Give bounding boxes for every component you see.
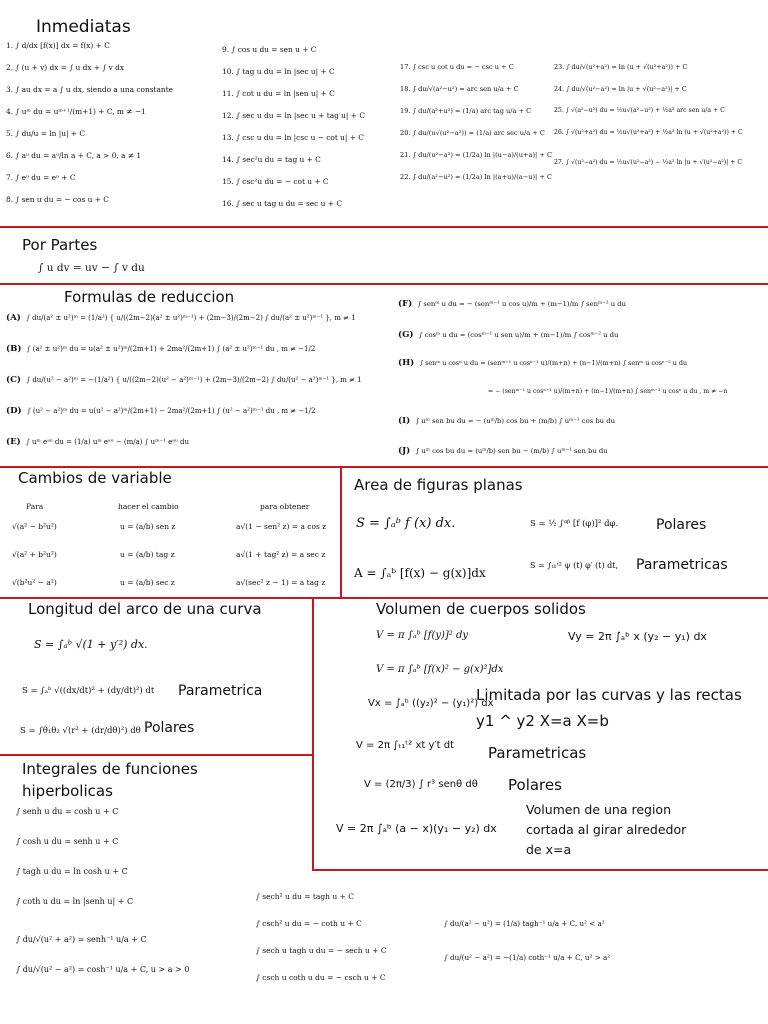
table-cell: √(a² + b²u²) xyxy=(12,550,57,559)
formula-volumen-2: V = π ∫ₐᵇ [f(x)² − g(x)²]dx xyxy=(376,664,504,675)
reduccion-row xyxy=(6,345,362,376)
inmediatas-col1 xyxy=(6,42,173,218)
formula: 9. ∫ cos u du = sen u + C xyxy=(222,45,317,54)
reduccion-row xyxy=(398,300,727,331)
divider-cambios-vertical xyxy=(340,466,342,598)
table-cell: u = (a/b) sec z xyxy=(120,578,175,587)
formula: 5. ∫ du/u = ln |u| + C xyxy=(6,129,85,138)
formula: ∫ tagh u du = ln cosh u + C xyxy=(16,867,128,876)
formula: 18. ∫ du/√(a²−u²) = arc sen u/a + C xyxy=(400,85,519,93)
formula-volumen-param: V = 2π ∫ₜ₁ᵗ² xt y′t dt xyxy=(356,740,455,751)
formula: 7. ∫ eᵘ du = eᵘ + C xyxy=(6,173,76,182)
formula-area-1: S = ∫ₐᵇ f (x) dx. xyxy=(356,516,456,531)
section-title-inmediatas: Inmediatas xyxy=(36,17,131,37)
reduccion-row xyxy=(398,331,727,359)
formula: 20. ∫ du/(u√(u²−a²)) = (1/a) arc sec u/a + C xyxy=(400,129,545,137)
label-area-polares: Polares xyxy=(656,517,707,533)
formula: 8. ∫ sen u du = − cos u + C xyxy=(6,195,109,204)
formula: ∫ cosᵐ u du = (cosᵐ⁻¹ u sen u)/m + (m−1)/m ∫ cosᵐ⁻² u du xyxy=(418,331,619,339)
reduccion-row xyxy=(6,407,362,438)
inmediatas-col2 xyxy=(222,46,365,222)
formula: ∫ csch u coth u du = − csch u + C xyxy=(256,973,386,982)
divider-volumen xyxy=(312,869,768,871)
formula: = − (senᵐ⁻¹ u cosⁿ⁺¹ u)/(m+n) + (m−1)/(m+n) ∫ senᵐ⁻² u cosⁿ u du , m ≠ −n xyxy=(488,388,728,395)
formula: 19. ∫ du/(a²+u²) = (1/a) arc tag u/a + C xyxy=(400,107,532,115)
label-line: cortada al girar alrededor xyxy=(526,822,687,837)
divider-inmediatas xyxy=(0,226,768,228)
divider-longitud xyxy=(0,754,313,756)
formula-label: (J) xyxy=(398,446,411,456)
section-title-longitud: Longitud del arco de una curva xyxy=(28,600,262,618)
formula-area-parametric: S = ∫ₜ₁ᵗ² ψ (t) φ′ (t) dt, xyxy=(530,561,618,570)
table-cell: u = (a/b) sen z xyxy=(120,522,176,531)
formula: ∫ sech u tagh u du = − sech u + C xyxy=(256,946,387,955)
formula: 12. ∫ sec u du = ln |sec u + tag u| + C xyxy=(222,111,365,120)
label-area-parametricas: Parametricas xyxy=(636,557,728,573)
reduccion-left xyxy=(6,314,362,469)
formula: 22. ∫ du/(a²−u²) = (1/2a) ln |(a+u)/(a−u)| + C xyxy=(400,173,553,181)
table-row xyxy=(8,518,338,546)
table-cell: √(a² − b²u²) xyxy=(12,522,57,531)
label-line: de x=a xyxy=(526,842,572,857)
reduccion-row xyxy=(398,447,727,475)
column-header: para obtener xyxy=(260,502,310,511)
formula-longitud-2: S = ∫ₐᵇ √((dx/dt)² + (dy/dt)²) dt xyxy=(22,686,155,696)
formula-longitud-3: S = ∫θ₁θ₂ √(r² + (dr/dθ)²) dθ xyxy=(20,726,141,736)
formula: ∫ du/(a² − u²) = (1/a) tagh⁻¹ u/a + C, u² < a² xyxy=(444,919,605,928)
label-volumen-limitada-detalle: y1 ^ y2 X=a X=b xyxy=(476,712,609,730)
section-title-hiperbolicas xyxy=(22,758,198,802)
reduccion-row xyxy=(398,417,727,447)
column-header: hacer el cambio xyxy=(118,502,179,511)
formula-label: (C) xyxy=(6,375,21,385)
label-volumen-polares: Polares xyxy=(508,776,562,794)
formula: 1. ∫ d/dx [f(x)] dx = f(x) + C xyxy=(6,41,110,50)
formula-label: (D) xyxy=(6,406,22,416)
formula: ∫ (u² − a²)ᵐ du = u(u² − a²)ᵐ/(2m+1) − 2ma²/(2m+1) ∫ (u² − a²)ᵐ⁻¹ du , m ≠ −1/2 xyxy=(27,407,316,415)
formula-label: (G) xyxy=(398,330,414,340)
formula-por-partes: ∫ u dv = uv − ∫ v du xyxy=(38,262,145,274)
label-line: Volumen de una region xyxy=(526,802,671,817)
table-cell: u = (a/b) tag z xyxy=(120,550,175,559)
formula-longitud-1: S = ∫ₐᵇ √(1 + y′²) dx. xyxy=(34,638,148,651)
table-cell: √(b²u² − a²) xyxy=(12,578,57,587)
table-row xyxy=(8,574,338,602)
inmediatas-col4 xyxy=(554,64,762,182)
formula: ∫ du/(a² ± u²)ᵐ = (1/a²) { u/((2m−2)(a² ± u²)ᵐ⁻¹) + (2m−3)/(2m−2) ∫ du/(a² ± u²)ᵐ⁻¹ }, m ≠ 1 xyxy=(26,314,356,322)
formula: ∫ senᵐ u du = − (senᵐ⁻¹ u cos u)/m + (m−1)/m ∫ senᵐ⁻² u du xyxy=(417,300,626,308)
reduccion-row xyxy=(6,438,362,469)
label-volumen-region xyxy=(526,800,686,860)
column-header: Para xyxy=(26,502,44,511)
formula-label: (A) xyxy=(6,313,21,323)
formula: ∫ du/√(u² + a²) = senh⁻¹ u/a + C xyxy=(16,935,147,944)
divider-partes xyxy=(0,283,768,285)
reduccion-row xyxy=(6,314,362,345)
reduccion-row xyxy=(6,376,362,407)
formula: 2. ∫ (u + v) dx = ∫ u dx + ∫ v dx xyxy=(6,63,125,72)
inmediatas-col3 xyxy=(400,64,552,196)
label-longitud-polares: Polares xyxy=(144,720,195,736)
formula-volumen-1: V = π ∫ₐᵇ [f(y)]² dy xyxy=(376,630,469,641)
formula-volumen-vx: Vx = ∫ₐᵇ ((y₂)² − (y₁)²) dx xyxy=(368,698,494,709)
formula-label: (F) xyxy=(398,299,413,309)
formula-volumen-polar: V = (2π/3) ∫ r³ senθ dθ xyxy=(364,779,478,790)
formula-volumen-vy: Vy = 2π ∫ₐᵇ x (y₂ − y₁) dx xyxy=(568,630,707,643)
formula: 4. ∫ uᵐ du = uᵐ⁺¹/(m+1) + C, m ≠ −1 xyxy=(6,107,146,116)
table-cell: a√(1 − sen² z) = a cos z xyxy=(236,522,327,531)
formula: ∫ du/√(u² − a²) = cosh⁻¹ u/a + C, u > a > 0 xyxy=(16,965,190,974)
formula: ∫ senᵐ u cosⁿ u du = (senᵐ⁺¹ u cosⁿ⁻¹ u)/(m+n) + (n−1)/(m+n) ∫ senᵐ u cosⁿ⁻² u du xyxy=(419,359,688,367)
formula: 14. ∫ sec²u du = tag u + C xyxy=(222,155,321,164)
formula: 26. ∫ √(u²+a²) du = ½u√(u²+a²) + ½a² ln (u + √(u²+a²)) + C xyxy=(554,129,743,136)
table-cell: a√(sec² z − 1) = a tag z xyxy=(236,578,326,587)
formula: 16. ∫ sec u tag u du = sec u + C xyxy=(222,199,342,208)
formula: 25. ∫ √(a²−u²) du = ½u√(a²−u²) + ½a² arc sen u/a + C xyxy=(554,107,725,114)
cambios-table xyxy=(8,502,338,602)
table-header xyxy=(8,502,338,518)
formula-area-2: A = ∫ₐᵇ [f(x) − g(x)]dx xyxy=(354,566,486,580)
formula: ∫ cosh u du = senh u + C xyxy=(16,837,119,846)
hiperbolicas-col3 xyxy=(444,920,610,988)
formula: ∫ coth u du = ln |senh u| + C xyxy=(16,897,134,906)
formula: ∫ uᵐ cos bu du = (uᵐ/b) sen bu − (m/b) ∫ uᵐ⁻¹ sen bu du xyxy=(415,447,608,455)
formula: 15. ∫ csc²u du = − cot u + C xyxy=(222,177,329,186)
formula-volumen-region: V = 2π ∫ₐᵇ (a − x)(y₁ − y₂) dx xyxy=(336,822,497,835)
section-title-reduccion: Formulas de reduccion xyxy=(64,288,235,306)
formula: 13. ∫ csc u du = ln |csc u − cot u| + C xyxy=(222,133,364,142)
table-cell: a√(1 + tag² z) = a sec z xyxy=(236,550,326,559)
label-longitud-parametrica: Parametrica xyxy=(178,683,263,699)
label-volumen-limitada: Limitada por las curvas y las rectas xyxy=(476,686,742,704)
formula: 21. ∫ du/(u²−a²) = (1/2a) ln |(u−a)/(u+a)| + C xyxy=(400,151,553,159)
formula: ∫ senh u du = cosh u + C xyxy=(16,807,119,816)
formula: 24. ∫ du/√(u²−a²) = ln |u + √(u²−a²)| + C xyxy=(554,85,687,93)
reduccion-right xyxy=(398,300,727,475)
formula: 3. ∫ au dx = a ∫ u dx, siendo a una constante xyxy=(6,85,174,94)
formula: 17. ∫ csc u cot u du = − csc u + C xyxy=(400,63,514,71)
hiperbolicas-col2 xyxy=(256,893,387,1001)
table-row xyxy=(8,546,338,574)
section-title-area: Area de figuras planas xyxy=(354,476,523,494)
formula: ∫ uᵐ eᵃᵘ du = (1/a) uᵐ eᵃᵘ − (m/a) ∫ uᵐ⁻¹ eᵃᵘ du xyxy=(26,438,189,446)
formula: ∫ csch² u du = − coth u + C xyxy=(256,919,362,928)
formula: ∫ du/(u² − a²) = −(1/a) coth⁻¹ u/a + C, u² > a² xyxy=(444,953,611,962)
reduccion-row xyxy=(398,359,727,387)
formula-area-polar: S = ½ ∫ᵅᵝ [f (φ)]² dφ. xyxy=(530,519,619,529)
section-title-por-partes: Por Partes xyxy=(22,236,98,254)
formula: 11. ∫ cot u du = ln |sen u| + C xyxy=(222,89,335,98)
title-line: Integrales de funciones xyxy=(22,760,198,778)
formula: ∫ uᵐ sen bu du = − (uᵐ/b) cos bu + (m/b) ∫ uᵐ⁻¹ cos bu du xyxy=(415,417,615,425)
section-title-volumen: Volumen de cuerpos solidos xyxy=(376,600,586,618)
formula: 10. ∫ tag u du = ln |sec u| + C xyxy=(222,67,335,76)
formula: 23. ∫ du/√(u²+a²) = ln (u + √(u²+a²)) + C xyxy=(554,63,688,71)
title-line: hiperbolicas xyxy=(22,782,113,800)
hiperbolicas-col1 xyxy=(16,808,189,996)
formula: 6. ∫ aᵘ du = aᵘ/ln a + C, a > 0, a ≠ 1 xyxy=(6,151,142,160)
formula-label: (B) xyxy=(6,344,22,354)
formula: ∫ (a² ± u²)ᵐ du = u(a² ± u²)ᵐ/(2m+1) + 2ma²/(2m+1) ∫ (a² ± u²)ᵐ⁻¹ du , m ≠ −1/2 xyxy=(26,345,316,353)
reduccion-row xyxy=(398,387,727,417)
formula-label: (I) xyxy=(398,416,411,426)
formula: ∫ sech² u du = tagh u + C xyxy=(256,892,355,901)
divider-longitud-vertical xyxy=(312,597,314,870)
formula: ∫ du/(u² − a²)ᵐ = −(1/a²) { u/((2m−2)(u² − a²)ᵐ⁻¹) + (2m−3)/(2m−2) ∫ du/(u² − a²)ᵐ⁻¹ }, m ≠ 1 xyxy=(26,376,362,384)
formula-label: (H) xyxy=(398,358,415,368)
label-volumen-parametricas: Parametricas xyxy=(488,744,587,762)
section-title-cambios: Cambios de variable xyxy=(18,469,172,487)
formula-label: (E) xyxy=(6,437,21,447)
formula: 27. ∫ √(u²−a²) du = ½u√(u²−a²) − ½a² ln |u + √(u²−a²)| + C xyxy=(554,159,743,166)
